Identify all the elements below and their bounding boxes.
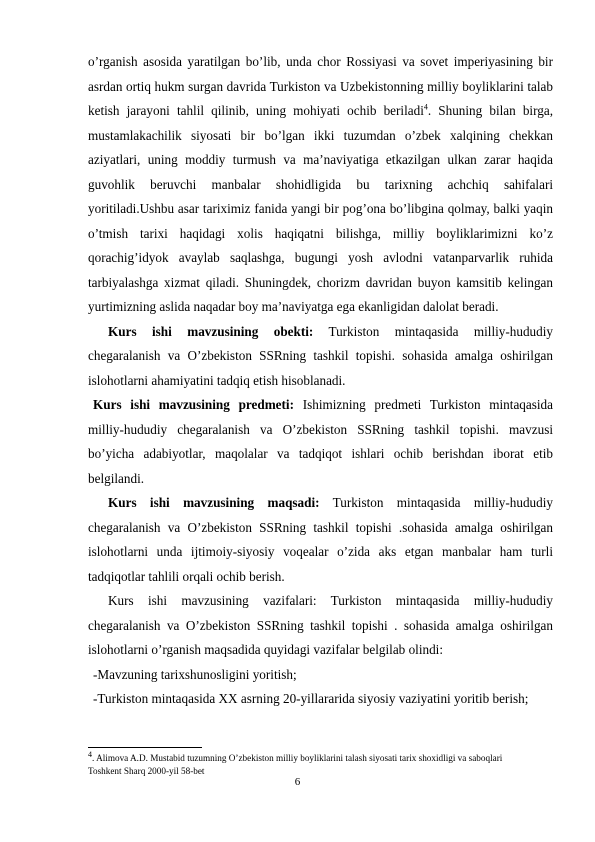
page-number: 6 xyxy=(294,776,301,788)
footnote xyxy=(88,749,558,777)
footnote-text: . Alimova A.D. Mustabid tuzumning O’zbekiston milliy boyliklarini talash siyosati tarix shoxidligi va saboqlari xyxy=(92,753,503,763)
paragraph-goal xyxy=(88,491,553,589)
section-label-goal: Kurs ishi mavzusining maqsadi: xyxy=(108,495,320,510)
footnote-line: Toshkent Sharq 2000-yil 58-bet xyxy=(88,765,205,776)
footnote-divider xyxy=(88,747,202,748)
paragraph-tasks: Kurs ishi mavzusining vazifalari: Turkiston mintaqasida milliy-hududiy chegaralanish va O’zbekiston SSRning tashkil topishi . sohasida amalga oshirilgan islohotlarni o’rganish maqsadida quyidagi vazifalar belgilab olindi: xyxy=(88,593,553,657)
footnote-line xyxy=(88,749,558,765)
body-text xyxy=(88,50,553,712)
paragraph-intro xyxy=(88,50,553,320)
footnote-number: 4 xyxy=(88,749,92,759)
paragraph-text: . Shuning bilan birga, mustamlakachilik siyosati bir bo’lgan ikki tuzumdan o’zbek xalqining chekkan aziyatlari, uning moddiy turmush va ma’naviyatiga etkazilgan ulkan zarar haqida guvohlik beruvchi manbalar shohidligida bu tarixning achchiq sahifalari yoritiladi.Ushbu asar tariximiz fanida yangi bir pog’ona bo’libgina qolmay, balki yaqin o’tmish tarixi haqidagi xolis haqiqatni bilishga, milliy boyliklarimizni ko’z qorachig’idyok avaylab saqlashga, bugungi yosh avlodni vatanparvarlik ruhida tarbiyalashga xizmat qiladi. Shuningdek, chorizm davridan buyon kamsitib kelingan yurtimizning aslida naqadar boy ma’naviyatga ega ekanligidan dalolat beradi. xyxy=(88,103,553,314)
paragraph-text: Ishimizning predmeti Turkiston mintaqasida milliy-hududiy chegaralanish va O’zbekiston SSRning tashkil topishi. mavzusi bo’yicha adabiyotlar, maqolalar va tadqiqot ishlari ochib berishdan iborat etib belgilandi. xyxy=(88,397,553,486)
section-label-object: Kurs ishi mavzusining obekti: xyxy=(108,323,314,339)
paragraph-text: Turkiston mintaqasida milliy-hududiy chegaralanish va O’zbekiston SSRning tashkil topishi .sohasida amalga oshirilgan islohotlarni unda ijtimoiy-siyosiy voqealar o’zida aks etgan manbalar ham turli tadqiqotlar tahlili orqali ochib berish. xyxy=(88,495,553,584)
list-item: -Mavzuning tarixshunosligini yoritish; xyxy=(93,666,297,682)
paragraph-object xyxy=(88,320,553,394)
section-label-subject: Kurs ishi mavzusining predmeti: xyxy=(93,397,294,412)
paragraph-text: Turkiston mintaqasida milliy-hududiy chegaralanish va O’zbekiston SSRning tashkil topishi. sohasida amalga oshirilgan islohotlarni ahamiyatini tadqiq etish hisoblanadi. xyxy=(88,323,553,388)
list-item: -Turkiston mintaqasida XX asrning 20-yillararida siyosiy vaziyatini yoritib berish; xyxy=(93,691,529,706)
paragraph-subject xyxy=(88,393,553,491)
footnote-reference[interactable]: 4 xyxy=(423,102,428,112)
paragraph-text: o’rganish asosida yaratilgan bo’lib, unda chor Rossiyasi va sovet imperiyasining bir asrdan ortiq hukm surgan davrida Turkiston va Uzbekistonning milliy boyliklarini talab ketish jarayoni tahlil qilinib, uning mohiyati ochib beriladi xyxy=(88,54,553,118)
